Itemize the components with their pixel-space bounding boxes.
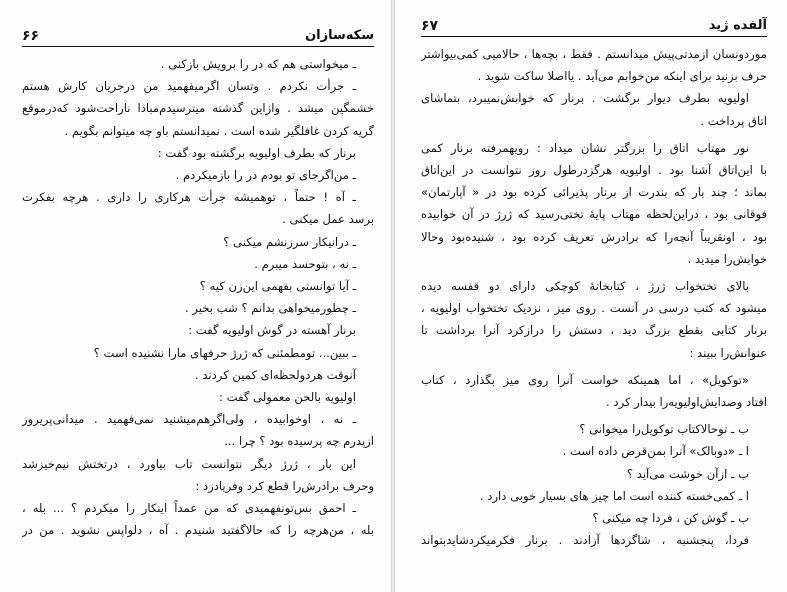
text-line: وحرف برادرش‌را قطع کرد وفریادزد :	[195, 478, 374, 493]
text-line: ـ چطورمیخواهی بدانم ؟ شب بخیر .	[185, 301, 356, 316]
text-line: بله ، من‌هرچه را که حالاگفتید شنیدم . آه ، دلواپس نشوید . من در	[22, 523, 374, 538]
text-line: بود ، اونقریباً آنچه‌را که برادرش تعریف کرده بود ، شنیده‌بود وحالا	[421, 229, 767, 244]
text-line: ـ نه ، بتوحسد میبرم .	[254, 256, 356, 271]
text-line: افتاد وصدایش‌اولیویه‌را بیدار کرد .	[606, 395, 767, 410]
text-line: بماند ؛ چند بار که بندرت از برنار پذیرائی کرده بود در « آپارتمان»	[421, 185, 767, 200]
text-line: عنوانش‌را ببیند :	[689, 345, 767, 360]
text-line: برنار کتابی بقطع بزرگ دید ، دستش را درازکرد آنرا برداشت تا	[421, 323, 767, 338]
text-line: اولیویه بالحن معمولی گفت :	[219, 390, 356, 405]
text-line: ـ میخواستی هم که در را برویش بازکنی .	[160, 57, 356, 71]
left-page-header-title: سکه‌سازان	[305, 28, 374, 43]
text-line: فوقانی بود ، دراین‌لحظه مهتاب پایهٔ تختی‌رسید که ژرژ در آن خوابیده	[421, 207, 767, 222]
left-page	[0, 0, 392, 592]
text-line: بالای تختخواب ژرژ ، کتابخانهٔ کوچکی دارای دو قفسه دیده	[421, 279, 749, 294]
text-line: این بار ، ژرژ دیگر نتوانست تاب بیاورد ، درتختش نیم‌خیزشد	[22, 456, 356, 471]
text-line: ـ من‌اگرجای تو بودم در را بازمیکردم .	[175, 168, 356, 183]
text-line: فردا، پنجشنبه ، شاگردها آزادند . برنار فکرمیکردشایدبتواند	[421, 533, 749, 548]
right-page	[395, 0, 787, 592]
text-line: با این‌اتاق آشنا بود . اولیویه هرگزدرطول روز نتوانست در این‌اتاق	[421, 163, 767, 178]
text-line: ـ نه ، اوخوابیده ، ولی‌اگرهم‌میشنید نمی‌فهمید . میدانی‌پریروز	[22, 412, 356, 427]
text-line: گریه کردن غافلگیر شده است . نمیدانستم باو چه میتوانم بگویم .	[64, 123, 374, 138]
left-page-header	[22, 28, 374, 47]
text-line: موردونسان ازمدتی‌پیش میدانستم . فقط ، بچه‌ها ، حالامیی کمی‌بیواشتر	[421, 47, 767, 61]
text-line: ـ جرأت نکردم . وتسان اگرمیفهمید من درجریان کارش هستم	[22, 79, 356, 94]
text-line: ـ آه ! حتماً ، توهمیشه جرأت هرکاری را داری . هرچه بفکرت	[22, 190, 356, 205]
right-page-header-title: آلفده ژید	[708, 18, 767, 33]
text-line: ـ آیا توانستی بفهمی این‌زن کیه ؟	[199, 279, 356, 294]
text-line: ا ـ کمی‌خسته کننده است اما چیز های بسیار خوبی دارد .	[479, 488, 749, 503]
text-line: اتاق پرداخت .	[700, 113, 767, 128]
left-page-number: ۶۶	[22, 28, 40, 44]
text-line: میشود که کتب درسی در آنست . روی میز ، نزدیک تختخواب اولیویه ،	[421, 301, 767, 316]
left-page-text	[22, 53, 374, 541]
text-line: برنار آهسته در گوش اولیویه گفت :	[188, 323, 356, 338]
right-page-header	[421, 18, 767, 37]
text-line: ب ـ ازآن خوشت می‌آید ؟	[626, 466, 749, 481]
text-line: اولیویه بطرف دیوار برگشت . برنار که خوابش‌نمیبرد، بتماشای	[421, 91, 749, 106]
text-line: برسد عمل میکنی .	[282, 212, 374, 227]
text-line: حرف بزنید برای اینکه من‌خوابم می‌آید . یااصلا ساکت شوید .	[477, 69, 767, 84]
text-line: ب ـ گوش کن ، فردا چه میکنی ؟	[592, 511, 749, 526]
text-line: ـ ببین... تومطمئنی که ژرژ حرفهای مارا نشنیده است ؟	[93, 345, 356, 360]
text-line: «توکویل» ، اما همینکه خواست آنرا روی میز بگذارد ، کتاب	[421, 372, 749, 387]
right-page-number: ۶۷	[421, 18, 439, 34]
text-line: ا ـ «دوبالک» آنرا بمن‌قرض داده است .	[562, 444, 749, 459]
text-line: نور مهتاب اتاق را بزرگتر نشان میداد : رویهمرفته برنار کمی	[421, 140, 749, 155]
text-line: خوابش‌را میدید .	[687, 251, 767, 266]
text-line: ـ احمق بس‌تونفهمیدی که من عمداً اینکار را میکردم ؟ ... بله ،	[22, 501, 356, 516]
text-line: ـ درانیکار سرزنشم میکنی ؟	[223, 234, 356, 249]
text-line: آنوقت هردولحظه‌ای کمین کردند .	[194, 367, 356, 382]
text-line: ب ـ توحالاکتاب توکویل‌را میخوانی ؟	[579, 422, 749, 437]
text-line: خشمگین میشد . وازاین گذشته میترسیدم‌مبادا ناراحت‌شود که‌درموقع	[22, 101, 374, 116]
text-line: برنار که بطرف اولیویه برگشته بود گفت :	[157, 145, 356, 160]
right-page-text	[421, 43, 767, 551]
text-line: ازپدرم چه پرسیده بود ؟ چرا ...	[224, 434, 374, 449]
